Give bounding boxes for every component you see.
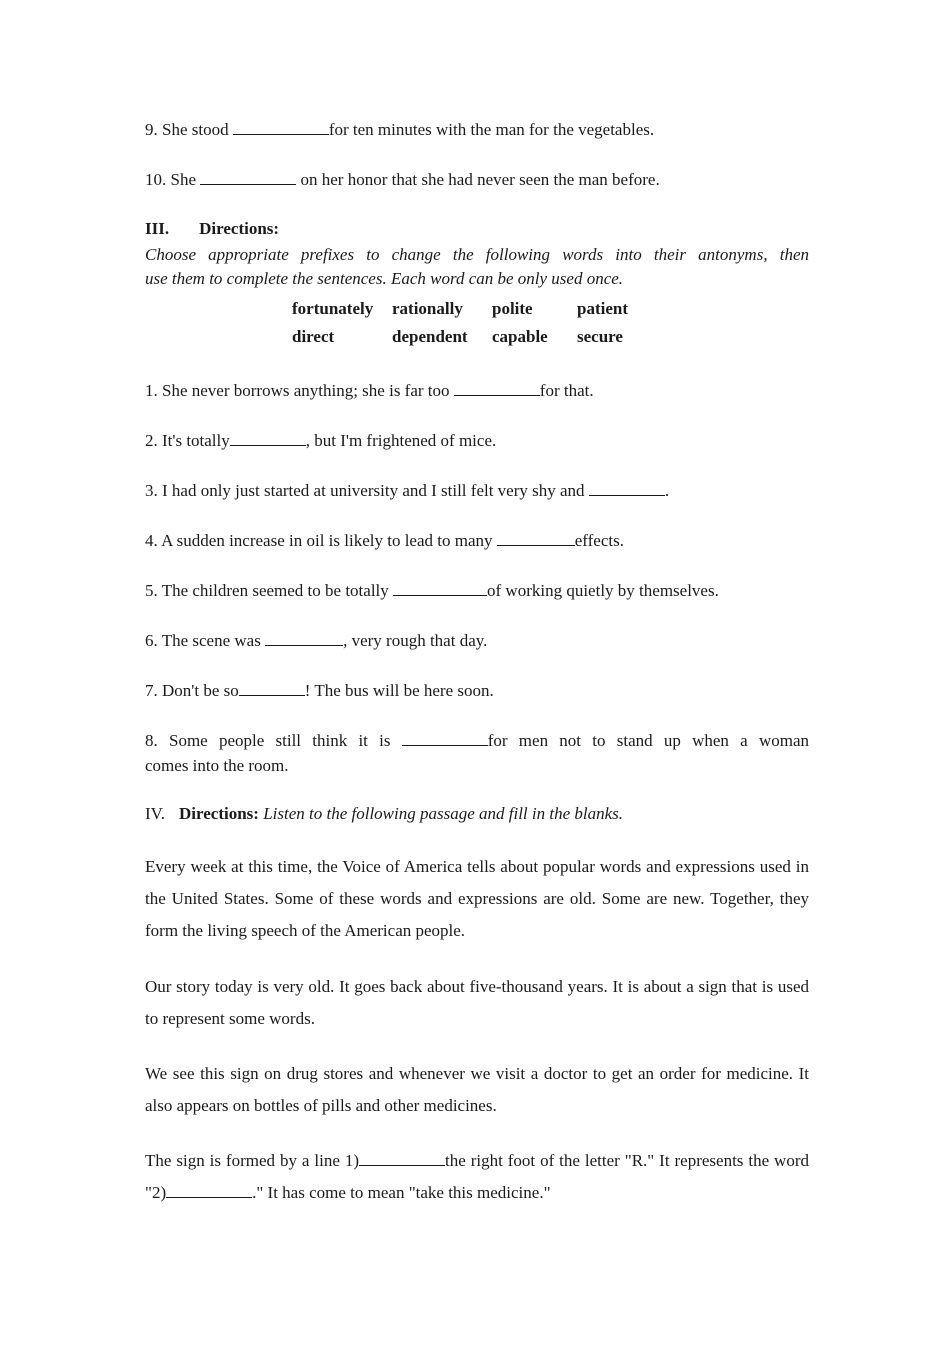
- passage-text: The sign is formed by a line 1): [145, 1151, 359, 1170]
- item-text-before: The children seemed to be totally: [161, 581, 394, 600]
- sentence-item-2: [145, 430, 496, 452]
- passage-paragraph-1: Every week at this time, the Voice of America tells about popular words and expressions used in the United States. Some of these words and expressions are old. Some are new. Together, they form the living speech of the American people.: [145, 857, 809, 940]
- word-bank-item: capable: [492, 327, 548, 346]
- item-text-after: for that.: [539, 381, 594, 400]
- item-number: 5.: [145, 581, 158, 600]
- item-text-after: , very rough that day.: [343, 631, 488, 650]
- item-number: 4.: [145, 531, 158, 550]
- passage-text: ." It has come to mean "take this medicine.": [252, 1183, 551, 1202]
- item-text-after: effects.: [574, 531, 624, 550]
- answer-blank[interactable]: [233, 119, 329, 135]
- sentence-item-7: [145, 680, 494, 702]
- item-text-after: for ten minutes with the man for the vegetables.: [328, 120, 655, 139]
- sentence-item-8-continuation: comes into the room.: [145, 756, 289, 775]
- sentence-item-10: [145, 169, 660, 191]
- section-3-instruction-line-1: Choose appropriate prefixes to change the following words into their antonyms, then: [145, 245, 809, 264]
- item-text-after: of working quietly by themselves.: [487, 581, 719, 600]
- item-number: 1.: [145, 381, 158, 400]
- word-bank-item: patient: [577, 299, 628, 318]
- answer-blank[interactable]: [454, 380, 540, 396]
- item-text-before: It's totally: [162, 431, 230, 450]
- passage-paragraph-2: Our story today is very old. It goes back about five-thousand years. It is about a sign that is used to represent some words.: [145, 977, 809, 1028]
- item-text-before: A sudden increase in oil is likely to lead to many: [161, 531, 497, 550]
- answer-blank[interactable]: [230, 430, 306, 446]
- section-3-instruction-line-2: use them to complete the sentences. Each word can be only used once.: [145, 269, 624, 288]
- sentence-item-6: [145, 630, 487, 652]
- item-number: 10.: [145, 170, 167, 189]
- item-text-after: ! The bus will be here soon.: [304, 681, 494, 700]
- item-number: 9.: [145, 120, 158, 139]
- word-bank-item: secure: [577, 327, 623, 346]
- passage-blank-1[interactable]: [359, 1150, 445, 1166]
- word-bank-item: direct: [292, 327, 335, 346]
- section-number: III.: [145, 219, 170, 238]
- answer-blank[interactable]: [200, 169, 296, 185]
- section-3-heading: [145, 218, 279, 240]
- section-number: IV.: [145, 804, 165, 823]
- item-number: 3.: [145, 481, 158, 500]
- section-4-instruction: Listen to the following passage and fill in the blanks.: [263, 804, 624, 823]
- item-text-after: , but I'm frightened of mice.: [305, 431, 497, 450]
- answer-blank[interactable]: [239, 680, 305, 696]
- sentence-item-3: [145, 480, 669, 502]
- item-text-before: She stood: [162, 120, 233, 139]
- passage-blank-2[interactable]: [166, 1182, 252, 1198]
- answer-blank[interactable]: [589, 480, 665, 496]
- passage-text: the right foot of the letter "R." It represents the word "2): [145, 1151, 809, 1202]
- item-text-before: She never borrows anything; she is far too: [162, 381, 454, 400]
- word-bank-item: dependent: [392, 327, 468, 346]
- answer-blank[interactable]: [393, 580, 487, 596]
- item-number: 8.: [145, 731, 158, 750]
- answer-blank[interactable]: [402, 730, 488, 746]
- answer-blank[interactable]: [265, 630, 343, 646]
- section-title: Directions:: [179, 804, 259, 823]
- section-4-heading: [145, 803, 623, 825]
- passage-paragraph-3: We see this sign on drug stores and whenever we visit a doctor to get an order for medicine. It also appears on bottles of pills and other medicines.: [145, 1064, 809, 1115]
- item-text-after: .: [664, 481, 670, 500]
- item-text-before: The scene was: [161, 631, 266, 650]
- sentence-item-4: [145, 530, 624, 552]
- item-text-before: Some people still think it is: [169, 731, 402, 750]
- item-text-after: for men not to stand up when a woman: [487, 731, 810, 750]
- item-number: 7.: [145, 681, 158, 700]
- item-text-before: She: [170, 170, 201, 189]
- word-bank-item: polite: [492, 299, 533, 318]
- section-title: Directions:: [199, 219, 280, 238]
- sentence-item-9: [145, 119, 654, 141]
- sentence-item-8: [145, 730, 809, 752]
- word-bank-item: fortunately: [292, 299, 374, 318]
- item-text-before: Don't be so: [162, 681, 239, 700]
- passage-paragraph-4: [145, 1145, 809, 1209]
- item-text-before: I had only just started at university and I still felt very shy and: [162, 481, 589, 500]
- answer-blank[interactable]: [497, 530, 575, 546]
- item-number: 2.: [145, 431, 158, 450]
- item-text-after: on her honor that she had never seen the man before.: [296, 170, 660, 189]
- sentence-item-5: [145, 580, 719, 602]
- word-bank-item: rationally: [392, 299, 463, 318]
- sentence-item-1: [145, 380, 594, 402]
- item-number: 6.: [145, 631, 158, 650]
